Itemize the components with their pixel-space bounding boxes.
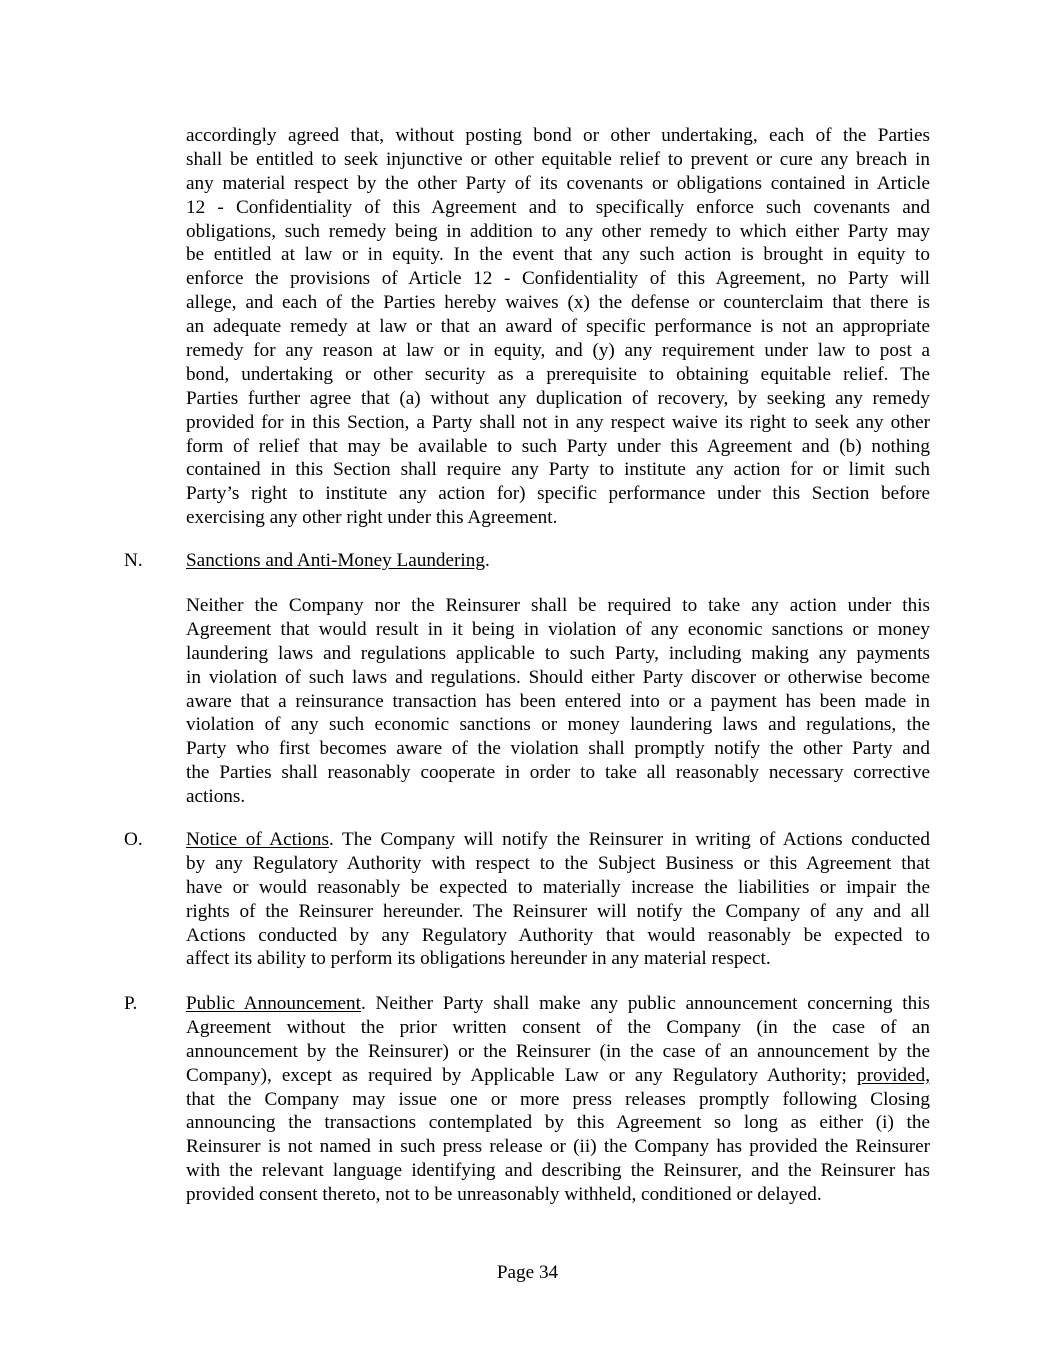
text-line: announcing the transactions contemplated by this Agreement so long as either (i) the: [186, 1112, 930, 1134]
provided-term: provided,: [856, 1064, 930, 1086]
text-line: obligations, such remedy being in addition to any other remedy to which either Party may: [186, 220, 930, 242]
text-line: Parties further agree that (a) without any duplication of recovery, by seeking any remedy: [186, 387, 930, 409]
section-p-label: P.: [124, 993, 138, 1014]
text-line: bond, undertaking or other security as a prerequisite to obtaining equitable relief. The: [186, 363, 930, 385]
section-o-label: O.: [124, 829, 143, 850]
section-n-title: Sanctions and Anti-Money Laundering: [186, 550, 485, 571]
text-line: accordingly agreed that, without posting bond or other undertaking, each of the Parties: [186, 125, 930, 146]
text-line: rights of the Reinsurer hereunder. The Reinsurer will notify the Company of any and all: [186, 900, 930, 922]
text-line: that the Company may issue one or more press releases promptly following Closing: [186, 1088, 930, 1110]
text-line: 12 - Confidentiality of this Agreement and to specifically enforce such covenants and: [186, 196, 930, 218]
text-line: form of relief that may be available to such Party under this Agreement and (b) nothing: [186, 435, 930, 457]
text-line: have or would reasonably be expected to materially increase the liabilities or impair the: [186, 876, 930, 898]
text-line: by any Regulatory Authority with respect to the Subject Business or this Agreement that: [186, 852, 930, 874]
text-line: Neither the Company nor the Reinsurer shall be required to take any action under this: [186, 595, 930, 616]
section-p-line-text: Company), except as required by Applicable Law or any Regulatory Authority;: [186, 1064, 857, 1086]
text-line: remedy for any reason at law or in equity, and (y) any requirement under law to post a: [186, 340, 930, 362]
section-n-body: [186, 594, 930, 809]
section-p-first-line-text: . Neither Party shall make any public announcement concerning this: [360, 993, 930, 1014]
text-line: be entitled at law or in equity. In the event that any such action is brought in equity to: [186, 244, 930, 266]
text-line: Party’s right to institute any action for) specific performance under this Section before: [186, 483, 930, 505]
section-p-body: [186, 992, 930, 1207]
section-p-first-line: [186, 992, 930, 1016]
text-line: aware that a reinsurance transaction has been entered into or a payment has been made in: [186, 690, 930, 712]
section-n-label: N.: [124, 550, 143, 571]
text-line: violation of any such economic sanctions or money laundering laws and regulations, the: [186, 714, 930, 736]
text-line: in violation of such laws and regulations. Should either Party discover or otherwise become: [186, 666, 930, 688]
text-line: Agreement that would result in it being in violation of any economic sanctions or money: [186, 618, 930, 640]
text-line: any material respect by the other Party of its covenants or obligations contained in Article: [186, 172, 930, 194]
text-line: shall be entitled to seek injunctive or other equitable relief to prevent or cure any breach in: [186, 148, 930, 170]
text-line: Agreement without the prior written consent of the Company (in the case of an: [186, 1016, 930, 1038]
text-line: announcement by the Reinsurer) or the Reinsurer (in the case of an announcement by the: [186, 1040, 930, 1062]
text-line: exercising any other right under this Agreement.: [186, 507, 558, 529]
section-o-first-line: [186, 828, 930, 852]
text-line: laundering laws and regulations applicable to such Party, including making any payments: [186, 642, 930, 664]
section-o-first-line-text: . The Company will notify the Reinsurer in writing of Actions conducted: [328, 829, 930, 850]
text-line: Actions conducted by any Regulatory Authority that would reasonably be expected to: [186, 924, 930, 946]
text-line: provided for in this Section, a Party shall not in any respect waive its right to seek any other: [186, 411, 930, 433]
section-p-title: Public Announcement: [186, 993, 361, 1014]
text-line: with the relevant language identifying and describing the Reinsurer, and the Reinsurer has: [186, 1160, 930, 1182]
section-o-title: Notice of Actions: [186, 829, 329, 850]
text-line: affect its ability to perform its obligations hereunder in any material respect.: [186, 948, 771, 970]
section-n-heading: [186, 549, 930, 573]
text-line: Party who first becomes aware of the violation shall promptly notify the other Party and: [186, 738, 930, 760]
text-line: allege, and each of the Parties hereby waives (x) the defense or counterclaim that there is: [186, 292, 930, 314]
section-o-body: [186, 828, 930, 971]
text-line: actions.: [186, 786, 246, 808]
section-n-title-suffix: .: [484, 550, 490, 571]
text-line: the Parties shall reasonably cooperate in order to take all reasonably necessary corrective: [186, 762, 930, 784]
continued-paragraph: [186, 124, 930, 530]
text-line: contained in this Section shall require any Party to institute any action for or limit such: [186, 459, 930, 481]
text-line: Reinsurer is not named in such press release or (ii) the Company has provided the Reinsurer: [186, 1136, 930, 1158]
text-line: an adequate remedy at law or that an award of specific performance is not an appropriate: [186, 316, 930, 338]
text-line: enforce the provisions of Article 12 - Confidentiality of this Agreement, no Party will: [186, 268, 930, 290]
text-line: provided consent thereto, not to be unreasonably withheld, conditioned or delayed.: [186, 1184, 822, 1206]
page-number: Page 34: [496, 1262, 559, 1283]
section-p-line-provided: [186, 1064, 930, 1088]
